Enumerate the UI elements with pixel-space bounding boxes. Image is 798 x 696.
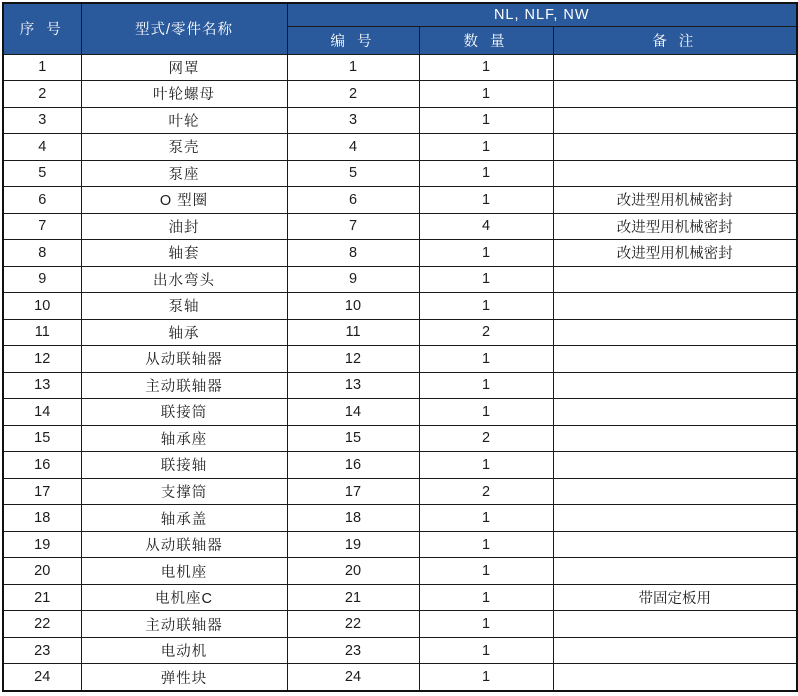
table-row <box>3 399 797 426</box>
cell-seq: 16 <box>3 452 81 479</box>
cell-qty: 1 <box>419 346 553 373</box>
cell-remark: 改进型用机械密封 <box>553 213 797 240</box>
table-row <box>3 531 797 558</box>
cell-remark <box>553 54 797 81</box>
header-remark: 备 注 <box>553 26 797 54</box>
cell-number: 5 <box>287 160 419 187</box>
cell-part-name: 主动联轴器 <box>81 611 287 638</box>
table-row <box>3 81 797 108</box>
cell-seq: 5 <box>3 160 81 187</box>
cell-seq: 20 <box>3 558 81 585</box>
cell-seq: 21 <box>3 584 81 611</box>
cell-remark <box>553 637 797 664</box>
table-header <box>3 3 797 54</box>
cell-seq: 8 <box>3 240 81 267</box>
cell-part-name: 出水弯头 <box>81 266 287 293</box>
cell-remark <box>553 107 797 134</box>
cell-number: 1 <box>287 54 419 81</box>
cell-number: 8 <box>287 240 419 267</box>
cell-number: 18 <box>287 505 419 532</box>
cell-part-name: 电机座 <box>81 558 287 585</box>
header-group-row <box>3 3 797 26</box>
cell-number: 22 <box>287 611 419 638</box>
cell-seq: 14 <box>3 399 81 426</box>
cell-part-name: 主动联轴器 <box>81 372 287 399</box>
table-row <box>3 611 797 638</box>
cell-qty: 1 <box>419 531 553 558</box>
cell-seq: 19 <box>3 531 81 558</box>
cell-qty: 1 <box>419 107 553 134</box>
table-row <box>3 664 797 691</box>
cell-seq: 3 <box>3 107 81 134</box>
cell-seq: 2 <box>3 81 81 108</box>
table-row <box>3 240 797 267</box>
cell-number: 16 <box>287 452 419 479</box>
cell-seq: 17 <box>3 478 81 505</box>
cell-number: 17 <box>287 478 419 505</box>
cell-number: 15 <box>287 425 419 452</box>
cell-number: 12 <box>287 346 419 373</box>
table-row <box>3 425 797 452</box>
table-row <box>3 584 797 611</box>
cell-qty: 1 <box>419 266 553 293</box>
cell-qty: 1 <box>419 452 553 479</box>
cell-remark: 改进型用机械密封 <box>553 240 797 267</box>
cell-remark <box>553 558 797 585</box>
cell-part-name: 泵壳 <box>81 134 287 161</box>
table-row <box>3 452 797 479</box>
cell-part-name: 电动机 <box>81 637 287 664</box>
cell-part-name: 泵轴 <box>81 293 287 320</box>
table-row <box>3 558 797 585</box>
cell-part-name: 叶轮螺母 <box>81 81 287 108</box>
table-row <box>3 187 797 214</box>
cell-remark: 改进型用机械密封 <box>553 187 797 214</box>
cell-qty: 1 <box>419 54 553 81</box>
cell-seq: 7 <box>3 213 81 240</box>
cell-number: 11 <box>287 319 419 346</box>
cell-part-name: 轴承盖 <box>81 505 287 532</box>
cell-remark <box>553 531 797 558</box>
cell-number: 2 <box>287 81 419 108</box>
table-row <box>3 478 797 505</box>
cell-qty: 1 <box>419 558 553 585</box>
cell-number: 7 <box>287 213 419 240</box>
table-row <box>3 134 797 161</box>
cell-remark <box>553 319 797 346</box>
cell-qty: 1 <box>419 584 553 611</box>
cell-number: 10 <box>287 293 419 320</box>
cell-part-name: 网罩 <box>81 54 287 81</box>
cell-remark <box>553 425 797 452</box>
cell-seq: 6 <box>3 187 81 214</box>
cell-qty: 1 <box>419 399 553 426</box>
table-row <box>3 319 797 346</box>
cell-seq: 4 <box>3 134 81 161</box>
cell-seq: 23 <box>3 637 81 664</box>
cell-part-name: 轴承 <box>81 319 287 346</box>
header-part-name: 型式/零件名称 <box>81 3 287 54</box>
cell-qty: 1 <box>419 505 553 532</box>
table-row <box>3 505 797 532</box>
cell-remark <box>553 134 797 161</box>
table-row <box>3 213 797 240</box>
cell-part-name: 电机座C <box>81 584 287 611</box>
header-seq: 序 号 <box>3 3 81 54</box>
cell-part-name: 叶轮 <box>81 107 287 134</box>
cell-remark <box>553 478 797 505</box>
cell-number: 14 <box>287 399 419 426</box>
cell-part-name: 联接轴 <box>81 452 287 479</box>
table-row <box>3 637 797 664</box>
cell-qty: 1 <box>419 187 553 214</box>
cell-remark <box>553 611 797 638</box>
cell-remark <box>553 452 797 479</box>
cell-part-name: 支撑筒 <box>81 478 287 505</box>
cell-remark: 带固定板用 <box>553 584 797 611</box>
cell-remark <box>553 266 797 293</box>
cell-seq: 1 <box>3 54 81 81</box>
cell-qty: 2 <box>419 319 553 346</box>
cell-seq: 11 <box>3 319 81 346</box>
cell-remark <box>553 346 797 373</box>
cell-number: 6 <box>287 187 419 214</box>
cell-qty: 2 <box>419 478 553 505</box>
cell-number: 20 <box>287 558 419 585</box>
cell-number: 21 <box>287 584 419 611</box>
cell-number: 23 <box>287 637 419 664</box>
cell-part-name: 泵座 <box>81 160 287 187</box>
cell-seq: 12 <box>3 346 81 373</box>
cell-qty: 1 <box>419 160 553 187</box>
table-row <box>3 266 797 293</box>
cell-part-name: 轴套 <box>81 240 287 267</box>
cell-seq: 9 <box>3 266 81 293</box>
cell-part-name: O 型圈 <box>81 187 287 214</box>
cell-part-name: 从动联轴器 <box>81 346 287 373</box>
cell-seq: 13 <box>3 372 81 399</box>
parts-table <box>2 2 798 692</box>
cell-qty: 1 <box>419 293 553 320</box>
table-row <box>3 107 797 134</box>
parts-list-sheet <box>0 2 798 696</box>
cell-remark <box>553 505 797 532</box>
cell-remark <box>553 160 797 187</box>
header-model-group: NL, NLF, NW <box>287 3 797 26</box>
cell-part-name: 联接筒 <box>81 399 287 426</box>
cell-qty: 1 <box>419 637 553 664</box>
cell-remark <box>553 399 797 426</box>
cell-qty: 2 <box>419 425 553 452</box>
cell-remark <box>553 664 797 691</box>
header-qty: 数 量 <box>419 26 553 54</box>
cell-number: 13 <box>287 372 419 399</box>
cell-seq: 24 <box>3 664 81 691</box>
header-number: 编 号 <box>287 26 419 54</box>
cell-qty: 1 <box>419 134 553 161</box>
table-row <box>3 160 797 187</box>
cell-number: 19 <box>287 531 419 558</box>
cell-qty: 1 <box>419 81 553 108</box>
table-body <box>3 54 797 691</box>
table-row <box>3 346 797 373</box>
cell-part-name: 油封 <box>81 213 287 240</box>
cell-remark <box>553 293 797 320</box>
cell-number: 9 <box>287 266 419 293</box>
cell-remark <box>553 372 797 399</box>
cell-number: 4 <box>287 134 419 161</box>
cell-qty: 4 <box>419 213 553 240</box>
cell-part-name: 弹性块 <box>81 664 287 691</box>
cell-seq: 10 <box>3 293 81 320</box>
cell-number: 3 <box>287 107 419 134</box>
cell-number: 24 <box>287 664 419 691</box>
cell-remark <box>553 81 797 108</box>
cell-seq: 15 <box>3 425 81 452</box>
cell-part-name: 轴承座 <box>81 425 287 452</box>
cell-qty: 1 <box>419 240 553 267</box>
cell-seq: 18 <box>3 505 81 532</box>
cell-qty: 1 <box>419 611 553 638</box>
cell-seq: 22 <box>3 611 81 638</box>
table-row <box>3 54 797 81</box>
table-row <box>3 293 797 320</box>
cell-qty: 1 <box>419 372 553 399</box>
cell-qty: 1 <box>419 664 553 691</box>
cell-part-name: 从动联轴器 <box>81 531 287 558</box>
table-row <box>3 372 797 399</box>
